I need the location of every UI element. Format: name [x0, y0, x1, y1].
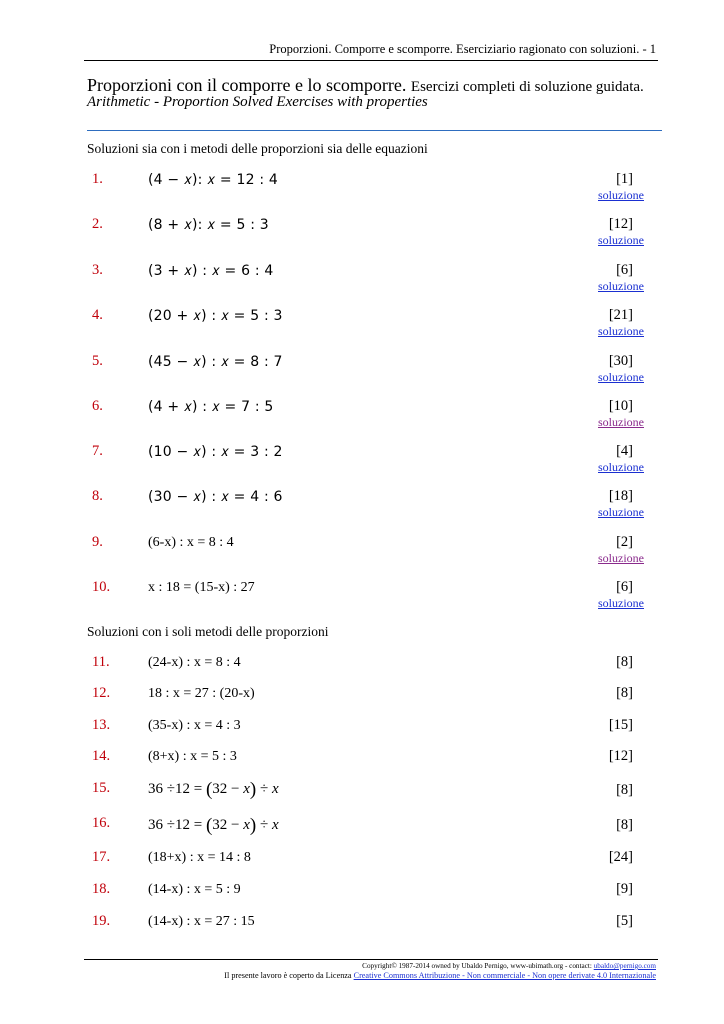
exercise-number: 9.: [92, 534, 103, 550]
exercise-equation: (30 − 𝑥) : 𝑥 = 4 : 6: [148, 489, 283, 505]
license-link[interactable]: Creative Commons Attribuzione - Non commerciale - Non opere derivate 4.0 Internazionale: [353, 971, 656, 980]
exercise-answer: [8]: [616, 685, 633, 701]
exercise-answer: [15]: [608, 717, 633, 733]
exercise-number: 15.: [92, 780, 111, 796]
exercise-number: 14.: [92, 748, 111, 764]
exercise-answer: [1]: [616, 171, 633, 187]
solution-link[interactable]: soluzione: [598, 596, 644, 610]
exercise-equation: (14-x) : x = 27 : 15: [148, 914, 255, 929]
exercise-number: 5.: [92, 353, 103, 369]
exercise-number: 11.: [92, 654, 110, 670]
exercise-equation: (3 + 𝑥) : 𝑥 = 6 : 4: [148, 263, 274, 279]
english-subtitle: Arithmetic - Proportion Solved Exercises with properties: [87, 94, 428, 110]
footer-license: Il presente lavoro è coperto da Licenza Creative Commons Attribuzione - Non commerciale - Non opere derivate 4.0 Internazionale: [224, 971, 656, 980]
exercise-equation: 18 : x = 27 : (20-x): [148, 686, 255, 701]
title-sub: Esercizi completi di soluzione guidata.: [410, 79, 644, 95]
exercise-number: 13.: [92, 717, 111, 733]
exercise-equation: 36 ÷12 = (32 − x) ÷ x: [148, 815, 279, 836]
exercise-equation: (35-x) : x = 4 : 3: [148, 718, 241, 733]
footer-divider: [84, 959, 658, 960]
exercise-answer: [30]: [608, 353, 633, 369]
exercise-answer: [8]: [616, 654, 633, 670]
exercise-answer: [4]: [616, 443, 633, 459]
exercise-answer: [6]: [616, 579, 633, 595]
exercise-equation: (4 + 𝑥) : 𝑥 = 7 : 5: [148, 399, 274, 415]
exercise-number: 4.: [92, 307, 103, 323]
exercise-number: 6.: [92, 398, 103, 414]
contact-email-link[interactable]: ubaldo@pernigo.com: [593, 962, 656, 970]
running-header: Proporzioni. Comporre e scomporre. Eserciziario ragionato con soluzioni. - 1: [269, 42, 656, 56]
section-heading-1: Soluzioni sia con i metodi delle proporzioni sia delle equazioni: [87, 141, 428, 156]
exercise-equation: 36 ÷12 = (32 − x) ÷ x: [148, 779, 279, 800]
exercise-equation: (8+x) : x = 5 : 3: [148, 749, 237, 764]
document-title: [87, 75, 644, 96]
title-divider: [87, 130, 662, 131]
exercise-answer: [24]: [608, 849, 633, 865]
exercise-answer: [12]: [608, 748, 633, 764]
exercise-answer: [8]: [616, 782, 633, 798]
solution-link[interactable]: soluzione: [598, 324, 644, 338]
solution-link[interactable]: soluzione: [598, 233, 644, 247]
exercise-answer: [21]: [608, 307, 633, 323]
exercise-number: 19.: [92, 913, 111, 929]
exercise-number: 12.: [92, 685, 111, 701]
exercise-number: 16.: [92, 815, 111, 831]
solution-link[interactable]: soluzione: [598, 279, 644, 293]
exercise-number: 3.: [92, 262, 103, 278]
exercise-answer: [9]: [616, 881, 633, 897]
exercise-answer: [8]: [616, 817, 633, 833]
exercise-equation: (18+x) : x = 14 : 8: [148, 850, 251, 865]
exercise-equation: (4 − 𝑥): 𝑥 = 12 : 4: [148, 172, 278, 188]
solution-link[interactable]: soluzione: [598, 505, 644, 519]
exercise-answer: [18]: [608, 488, 633, 504]
solution-link[interactable]: soluzione: [598, 415, 644, 429]
solution-link[interactable]: soluzione: [598, 551, 644, 565]
solution-link[interactable]: soluzione: [598, 460, 644, 474]
exercise-equation: (10 − 𝑥) : 𝑥 = 3 : 2: [148, 444, 283, 460]
exercise-answer: [2]: [616, 534, 633, 550]
title-main: Proporzioni con il comporre e lo scomporre.: [87, 75, 407, 95]
exercise-equation: (6-x) : x = 8 : 4: [148, 535, 234, 550]
header-divider: [84, 60, 658, 61]
footer-copyright: Copyright© 1987-2014 owned by Ubaldo Pernigo, www-ubimath.org - contact: ubaldo@pernigo.com: [362, 962, 656, 970]
exercise-number: 17.: [92, 849, 111, 865]
exercise-equation: (14-x) : x = 5 : 9: [148, 882, 241, 897]
exercise-number: 18.: [92, 881, 111, 897]
exercise-answer: [10]: [608, 398, 633, 414]
exercise-equation: (8 + 𝑥): 𝑥 = 5 : 3: [148, 217, 269, 233]
exercise-number: 1.: [92, 171, 103, 187]
exercise-number: 8.: [92, 488, 103, 504]
exercise-answer: [12]: [608, 216, 633, 232]
solution-link[interactable]: soluzione: [598, 370, 644, 384]
exercise-equation: (24-x) : x = 8 : 4: [148, 655, 241, 670]
exercise-answer: [5]: [616, 913, 633, 929]
exercise-equation: x : 18 = (15-x) : 27: [148, 580, 255, 595]
section-heading-2: Soluzioni con i soli metodi delle proporzioni: [87, 624, 329, 639]
exercise-equation: (20 + 𝑥) : 𝑥 = 5 : 3: [148, 308, 283, 324]
solution-link[interactable]: soluzione: [598, 188, 644, 202]
exercise-number: 10.: [92, 579, 111, 595]
exercise-equation: (45 − 𝑥) : 𝑥 = 8 : 7: [148, 354, 283, 370]
exercise-number: 7.: [92, 443, 103, 459]
exercise-number: 2.: [92, 216, 103, 232]
exercise-answer: [6]: [616, 262, 633, 278]
